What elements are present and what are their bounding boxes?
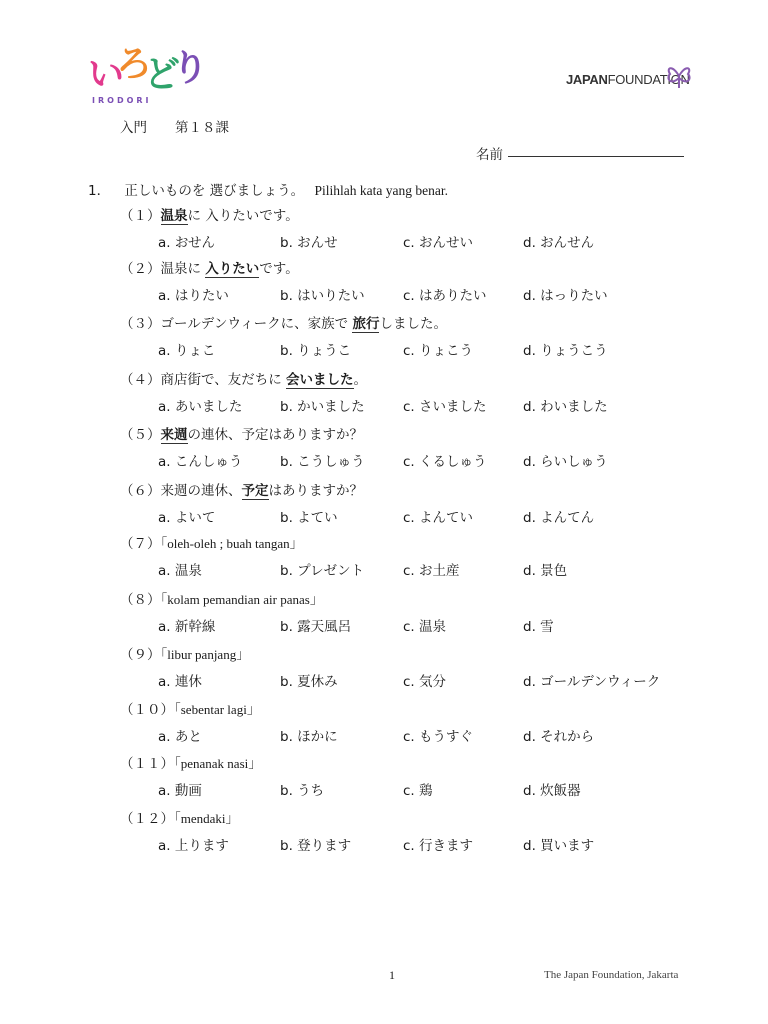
answer-option[interactable]: b. うち [280,783,325,799]
target-word: 会いました [286,372,354,388]
question-pre: 「 [174,702,181,718]
answer-option[interactable]: b. はいりたい [280,288,365,304]
answer-option[interactable]: c. 温泉 [403,619,447,635]
section-heading [88,179,448,199]
question-pre: 来週の連休、 [160,483,242,499]
question-pre: 温泉に [160,261,206,277]
answer-option[interactable]: c. もうすぐ [403,729,474,745]
answer-option[interactable]: b. かいました [280,399,365,415]
logo-char: い [88,54,125,95]
answer-option[interactable]: c. お土産 [403,563,460,579]
question-item [120,257,299,277]
question-item [120,423,363,443]
question-number: （６） [120,483,161,499]
answer-option[interactable]: c. おんせい [403,235,474,251]
answer-option[interactable]: b. 露天風呂 [280,619,352,635]
answer-option[interactable]: c. りょこう [403,343,474,359]
butterfly-icon [664,62,694,90]
question-pre: 商店街で、友だちに [160,372,287,388]
answer-option[interactable]: a. 温泉 [158,563,202,579]
answer-option[interactable]: d. りょうこう [523,343,608,359]
publisher-bold: JAPAN [566,72,608,87]
question-pre: 「 [160,536,168,552]
target-word: 予定 [241,483,269,499]
question-number: （３） [120,316,161,332]
answer-option[interactable]: b. こうしゅう [280,454,365,470]
answer-option[interactable]: a. あと [158,729,202,745]
answer-option[interactable]: b. ほかに [280,729,338,745]
meaning-text: mendaki [180,811,226,826]
question-pre: 「 [174,811,181,827]
meaning-text: kolam pemandian air panas [167,592,310,607]
question-post: です。 [259,261,299,277]
answer-option[interactable]: a. 連休 [158,674,202,690]
answer-option[interactable]: c. くるしゅう [403,454,487,470]
question-pre: 「 [160,647,168,663]
meaning-text: penanak nasi [180,756,249,771]
question-post: 」 [225,811,240,827]
question-post: 」 [248,756,262,772]
question-post: 」 [246,702,261,718]
question-item [120,204,299,224]
page-number: 1 [389,968,395,982]
question-number: （２） [120,261,161,277]
answer-option[interactable]: c. よんてい [403,510,474,526]
question-number: （８） [120,592,161,608]
question-item [120,807,239,827]
answer-option[interactable]: a. 新幹線 [158,619,216,635]
question-pre: 「 [160,592,168,608]
question-item [120,588,323,608]
question-number: （１０） [120,702,174,718]
answer-option[interactable]: a. 上ります [158,838,229,854]
answer-option[interactable]: d. それから [523,729,595,745]
instruction-jp: 正しいものを 選びましょう。 [124,183,305,199]
meaning-text: sebentar lagi [180,702,247,717]
logo-subtitle: IRODORI [92,96,152,105]
answer-option[interactable]: a. おせん [158,235,215,251]
answer-option[interactable]: b. 夏休み [280,674,338,690]
meaning-text: libur panjang [167,647,237,662]
answer-option[interactable]: b. りょうこ [280,343,352,359]
name-label: 名前 [476,147,503,163]
irodori-logo [88,44,209,112]
target-word: 温泉 [160,208,188,224]
target-word: 入りたい [205,261,260,277]
answer-option[interactable]: c. 鶏 [403,783,433,799]
question-item [120,368,367,388]
answer-option[interactable]: d. ゴールデンウィーク [523,674,661,690]
answer-option[interactable]: c. はありたい [403,288,487,304]
section-number: 1． [88,183,111,199]
question-item [120,643,250,663]
question-post: 」 [236,647,250,663]
question-number: （１２） [120,811,174,827]
answer-option[interactable]: b. おんせ [280,235,338,251]
target-word: 旅行 [352,316,380,332]
answer-option[interactable]: c. 行きます [403,838,474,854]
question-number: （４） [120,372,161,388]
meaning-text: oleh-oleh ; buah tangan [167,536,290,551]
question-post: 」 [289,536,304,552]
question-post: の連休、予定はありますか？ [187,427,363,443]
lesson-label: 第１８課 [175,120,229,136]
footer-org: The Japan Foundation, Jakarta [544,969,679,981]
answer-option[interactable]: d. らいしゅう [523,454,608,470]
question-post: 。 [353,372,368,388]
question-number: （１） [120,208,161,224]
answer-option[interactable]: b. よてい [280,510,338,526]
question-item [120,312,447,332]
answer-option[interactable]: d. 炊飯器 [523,783,581,799]
logo-char: ど [144,54,181,95]
answer-option[interactable]: a. りょこ [158,343,216,359]
question-item [120,698,260,718]
answer-option[interactable]: d. わいました [523,399,608,415]
question-post: はありますか？ [268,483,363,499]
question-item [120,752,262,772]
answer-option[interactable]: d. はっりたい [523,288,608,304]
question-item [120,479,363,499]
answer-option[interactable]: a. はりたい [158,288,229,304]
answer-option[interactable]: d. おんせん [523,235,595,251]
answer-option[interactable]: c. さいました [403,399,487,415]
question-pre: 「 [174,756,181,772]
question-pre: ゴールデンウィークに、家族で [160,316,353,332]
answer-option[interactable]: a. よいて [158,510,216,526]
question-post: しました。 [379,316,447,332]
question-post: に 入りたいです。 [187,208,299,224]
answer-option[interactable]: d. 雪 [523,619,554,635]
answer-option[interactable]: a. あいました [158,399,243,415]
answer-option[interactable]: b. 登ります [280,838,352,854]
name-field[interactable] [508,156,684,157]
answer-option[interactable]: d. よんてん [523,510,595,526]
question-number: （５） [120,427,161,443]
level-label: 入門 [120,120,147,136]
question-number: （９） [120,647,161,663]
question-item [120,532,303,552]
logo-char: り [172,48,209,89]
lesson-header [120,116,229,136]
target-word: 来週 [160,427,188,443]
answer-option[interactable]: d. 買います [523,838,595,854]
question-number: （１１） [120,756,174,772]
question-post: 」 [309,592,324,608]
answer-option[interactable]: d. 景色 [523,563,568,579]
question-number: （７） [120,536,161,552]
logo-char: ろ [116,44,153,85]
instruction-id: Pilihlah kata yang benar. [314,183,448,198]
answer-option[interactable]: a. 動画 [158,783,202,799]
answer-option[interactable]: b. プレゼント [280,563,365,579]
publisher-rest: FOUNDATION [607,72,690,87]
answer-option[interactable]: c. 気分 [403,674,447,690]
answer-option[interactable]: a. こんしゅう [158,454,243,470]
